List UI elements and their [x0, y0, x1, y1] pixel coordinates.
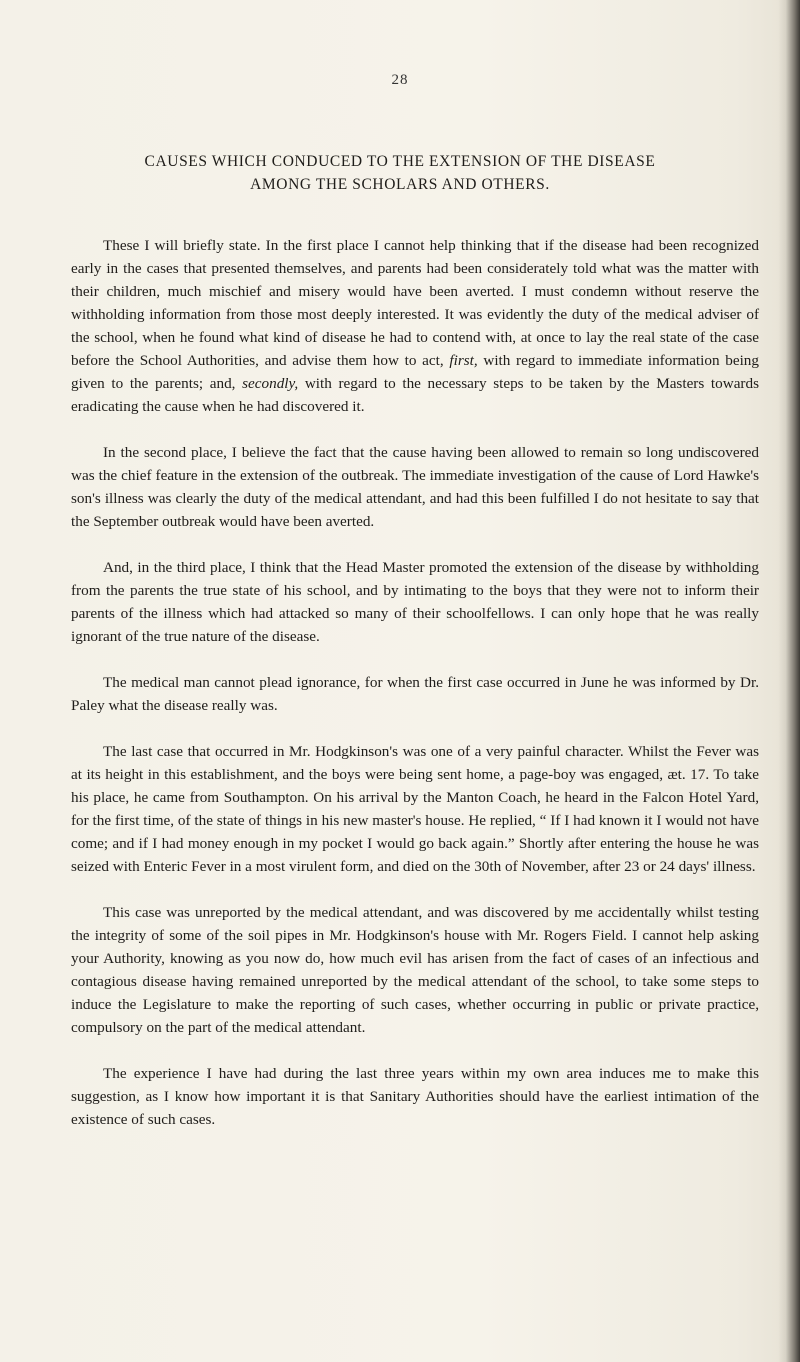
heading-line-1: CAUSES WHICH CONDUCED TO THE EXTENSION OF THE DISEASE	[144, 153, 656, 170]
body-text	[71, 234, 759, 1154]
emphasis-secondly: secondly,	[242, 375, 299, 392]
paragraph-1-part-c: with regard to the necessary steps to be taken by the Masters towards eradicating the cause when he had discovered it.	[71, 375, 759, 415]
paragraph-1	[71, 234, 759, 418]
page-edge-shadow	[778, 0, 800, 1362]
heading-line-2: AMONG THE SCHOLARS AND OTHERS.	[250, 176, 550, 193]
paragraph-1-part-b: with regard to immediate information being given to the parents; and,	[71, 352, 759, 392]
paragraph-6: This case was unreported by the medical attendant, and was discovered by me accidentally whilst testing the integrity of some of the soil pipes in Mr. Hodgkinson's house with Mr. Rogers Field. I cannot help asking your Authority, knowing as you now do, how much evil has arisen from the fact of cases of an infectious and contagious disease having remained unreported by the medical attendant of the school, to take some steps to induce the Legislature to make the reporting of such cases, whether occurring in public or private practice, compulsory on the part of the medical attendant.	[71, 904, 759, 1036]
emphasis-first: first,	[449, 352, 478, 369]
paragraph-1-part-a: These I will briefly state. In the first place I cannot help thinking that if the disease had been recognized early in the cases that presented themselves, and parents had been considerately told what was the matter with their children, much mischief and misery would have been averted. I must condemn without reserve the withholding information from those most deeply interested. It was evidently the duty of the medical adviser of the school, when he found what kind of disease he had to contend with, at once to lay the real state of the case before the School Authorities, and advise them how to act,	[71, 237, 759, 369]
section-heading	[40, 150, 760, 196]
paragraph-7: The experience I have had during the last three years within my own area induces me to make this suggestion, as I know how important it is that Sanitary Authorities should have the earliest intimation of the existence of such cases.	[71, 1065, 759, 1128]
page-number: 28	[391, 72, 409, 88]
paragraph-2: In the second place, I believe the fact that the cause having been allowed to remain so long undiscovered was the chief feature in the extension of the outbreak. The immediate investigation of the cause of Lord Hawke's son's illness was clearly the duty of the medical attendant, and had this been fulfilled I do not hesitate to say that the September outbreak would have been averted.	[71, 444, 759, 530]
paragraph-5: The last case that occurred in Mr. Hodgkinson's was one of a very painful character. Whilst the Fever was at its height in this establishment, and the boys were being sent home, a page-boy was engaged, æt. 17. To take his place, he came from Southampton. On his arrival by the Manton Coach, he heard in the Falcon Hotel Yard, for the first time, of the state of things in his new master's house. He replied, “ If I had known it I would not have come; and if I had money enough in my pocket I would go back again.” Shortly after entering the house he was seized with Enteric Fever in a most virulent form, and died on the 30th of November, after 23 or 24 days' illness.	[71, 743, 759, 875]
paragraph-4: The medical man cannot plead ignorance, for when the first case occurred in June he was informed by Dr. Paley what the disease really was.	[71, 674, 759, 714]
paragraph-3: And, in the third place, I think that the Head Master promoted the extension of the disease by withholding from the parents the true state of his school, and by intimating to the boys that they were not to inform their parents of the illness which had attacked so many of their schoolfellows. I can only hope that he was really ignorant of the true nature of the disease.	[71, 559, 759, 645]
